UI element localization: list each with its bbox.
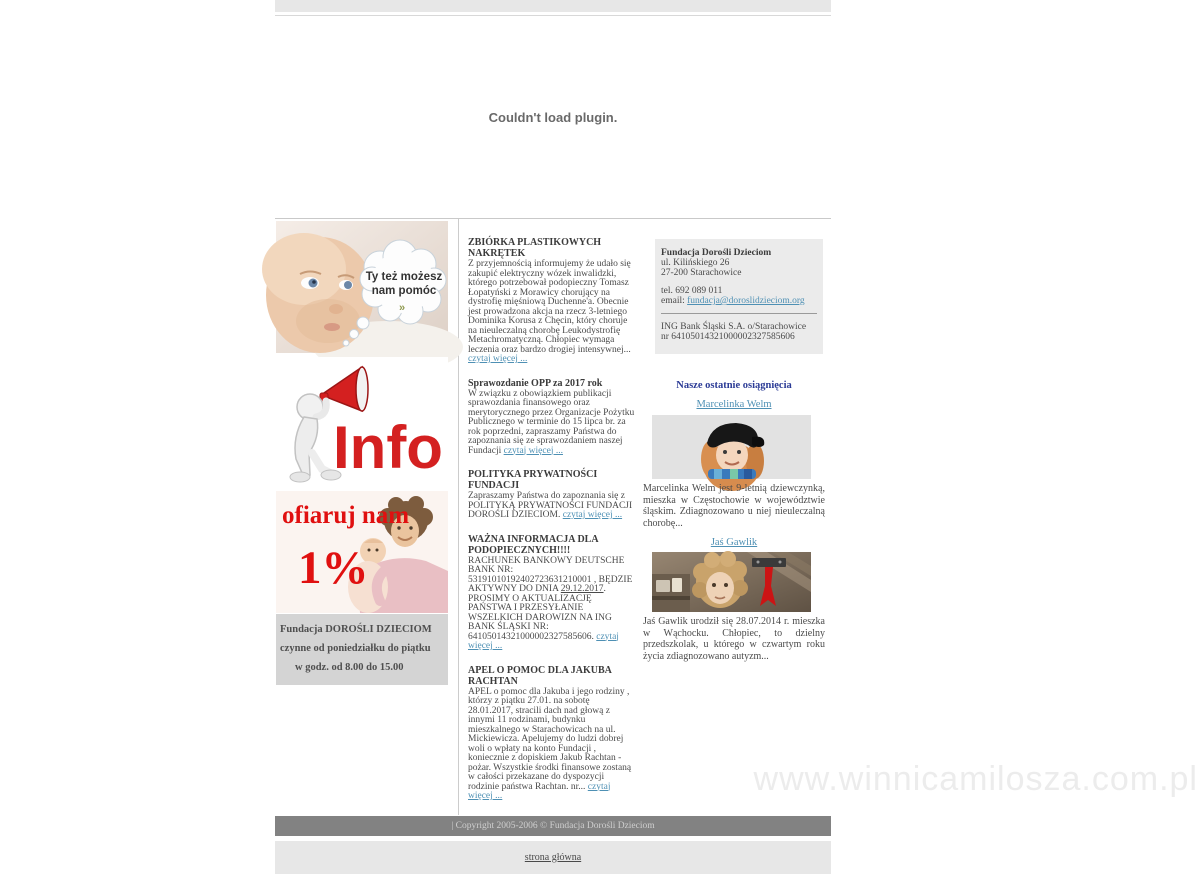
read-more-link[interactable]: czytaj więcej ... xyxy=(468,354,528,364)
article-body: Z przyjemnością informujemy że udało się zakupić elektryczny wózek inwalidzki, którego potrzebował podopieczny Tomasz Łopatyński z Morawicy chorujący na dystrofię mięśniową Duchenne'a. Obecnie jest prowadzona akcja na rzecz 3-letniego Dominika Korusa z Chęcin, który choruje na nieuleczalną chorobę Leukodystrofię Metachromatyczną. Chłopiec wymaga leczenia oraz bardzo drogiej intensywnej... xyxy=(468,259,631,355)
achievements-heading: Nasze ostatnie osiągnięcia xyxy=(676,380,792,391)
achievement-description: Jaś Gawlik urodził się 28.07.2014 r. mieszka w Wąchocku. Chłopiec, to dzielny przedszkolak, u którego w czwartym roku życia zdiagnozowano autyzm... xyxy=(643,616,825,662)
bank-account-number: nr 64105014321000002327585606 xyxy=(661,332,795,342)
left-column xyxy=(275,219,459,815)
info-banner-image[interactable] xyxy=(276,357,448,486)
page-container xyxy=(275,0,831,874)
copyright-text: | Copyright 2005-2006 © Fundacja Dorośli Dzieciom xyxy=(451,820,655,831)
achievement-link-marcelinka[interactable]: Marcelinka Welm xyxy=(696,399,772,410)
news-article xyxy=(468,378,636,457)
email-link[interactable]: fundacja@doroslidzieciom.org xyxy=(687,296,805,306)
opening-hours-box xyxy=(276,614,448,685)
banner-help-text-line1: Ty też możesz xyxy=(365,271,443,283)
hours-line-2: czynne od poniedziałku do piątku xyxy=(280,643,431,654)
news-article xyxy=(468,665,636,802)
help-banner-image[interactable] xyxy=(276,221,448,353)
main-content xyxy=(275,218,831,815)
hours-line-3: w godz. od 8.00 do 15.00 xyxy=(295,662,404,673)
achievement-description: Marcelinka Welm jest 9-letnią dziewczynką, mieszka w Częstochowie w województwie śląskim. Zdiagnozowano u niej nieuleczalną chorobę... xyxy=(643,483,825,529)
banner-help-text-line2: nam pomóc xyxy=(371,285,437,297)
article-body: W związku z obowiązkiem publikacji sprawozdania finansowego oraz merytorycznego przez Organizacje Pożytku Publicznego w terminie do 15 lipca br. za rok poprzedni, zapraszamy Państwa do zapoznania się ze sprawozdaniem naszej Fundacji xyxy=(468,388,635,456)
top-bar xyxy=(275,0,831,12)
article-title: APEL O POMOC DLA JAKUBA RACHTAN xyxy=(468,664,612,687)
donate-text: ofiaruj nam xyxy=(282,502,410,529)
article-body: APEL o pomoc dla Jakuba i jego rodziny , którzy z piątku 27.01. na sobotę 28.01.2017, stracili dach nad głową z innymi 11 rodzinami, budynku mieszkalnego w Starachowicach na ul. Mickiewicza. Apelujemy do ludzi dobrej woli o wpłaty na konto Fundacji , koniecznie z dopiskiem Jakub Rachtan - pożar. Wszystkie środki finansowe zostaną w całości przekazane do dyspozycji rodzinie państwa Rachtan. nr... xyxy=(468,686,632,792)
news-column xyxy=(459,219,643,815)
marcelinka-photo[interactable] xyxy=(652,415,811,479)
jas-photo[interactable] xyxy=(652,552,811,612)
address-line-2: 27-200 Starachowice xyxy=(661,268,742,278)
info-word: Info xyxy=(333,414,443,481)
one-percent-banner-image[interactable] xyxy=(276,491,448,613)
email-row: email: fundacja@doroslidzieciom.org xyxy=(661,296,805,306)
achievement-link-jas[interactable]: Jaś Gawlik xyxy=(710,537,758,548)
phone-number: tel. 692 089 011 xyxy=(661,286,723,296)
article-title: POLITYKA PRYWATNOŚCI FUNDACJI xyxy=(468,469,598,491)
address-line-1: ul. Kilińskiego 26 xyxy=(661,258,730,268)
hours-line-1: Fundacja DOROŚLI DZIECIOM xyxy=(280,624,432,635)
read-more-link[interactable]: czytaj więcej ... xyxy=(503,445,563,456)
right-column xyxy=(643,219,831,815)
footer-nav-bar xyxy=(275,841,831,874)
article-title: WAŻNA INFORMACJA DLA PODOPIECZNYCH!!!! xyxy=(468,533,599,556)
watermark-text: www.winnicamilosza.com.pl xyxy=(753,760,1198,798)
plugin-error-text: Couldn't load plugin. xyxy=(488,109,618,125)
more-arrow-icon: » xyxy=(398,302,406,314)
copyright-bar xyxy=(275,816,831,836)
read-more-link[interactable]: czytaj więcej ... xyxy=(468,631,619,651)
foundation-name: Fundacja Dorośli Dzieciom xyxy=(661,248,772,258)
article-body: RACHUNEK BANKOWY DEUTSCHE BANK NR: 53191010192402723631210001 , BĘDZIE AKTYWNY DO DNIA xyxy=(468,555,633,594)
contact-divider xyxy=(661,313,817,314)
article-title: ZBIÓRKA PLASTIKOWYCH NAKRĘTEK xyxy=(468,237,602,259)
contact-info-box xyxy=(655,239,823,354)
article-body: Zapraszamy Państwa do zapoznania się z POLITYKĄ PRYWATNOŚCI FUNDACJI DOROŚLI DZIECIOM. xyxy=(468,491,633,520)
news-article xyxy=(468,237,636,365)
article-title: Sprawozdanie OPP za 2017 rok xyxy=(468,377,603,389)
home-page-link[interactable]: strona główna xyxy=(524,851,582,863)
one-percent-text: 1% xyxy=(298,542,369,594)
plugin-placeholder xyxy=(275,16,831,218)
scarf xyxy=(708,469,756,479)
news-article: WAŻNA INFORMACJA DLA PODOPIECZNYCH!!!! RACHUNEK BANKOWY DEUTSCHE BANK NR: 53191010192402723631210001 , BĘDZIE AKTYWNY DO DNIA 29.12.2017. PROSIMY O AKTUALIZACJĘ PAŃSTWA I PRZESYŁANIE WSZELKICH DAROWIZN NA ING BANK ŚLĄSKI NR: 64105014321000002327585606. czytaj więcej ... xyxy=(468,534,636,652)
spacer xyxy=(661,278,817,286)
read-more-link[interactable]: czytaj więcej ... xyxy=(468,781,611,801)
read-more-link[interactable]: czytaj więcej ... xyxy=(562,510,623,520)
news-article xyxy=(468,469,636,521)
bank-name: ING Bank Śląski S.A. o/Starachowice xyxy=(661,322,807,332)
